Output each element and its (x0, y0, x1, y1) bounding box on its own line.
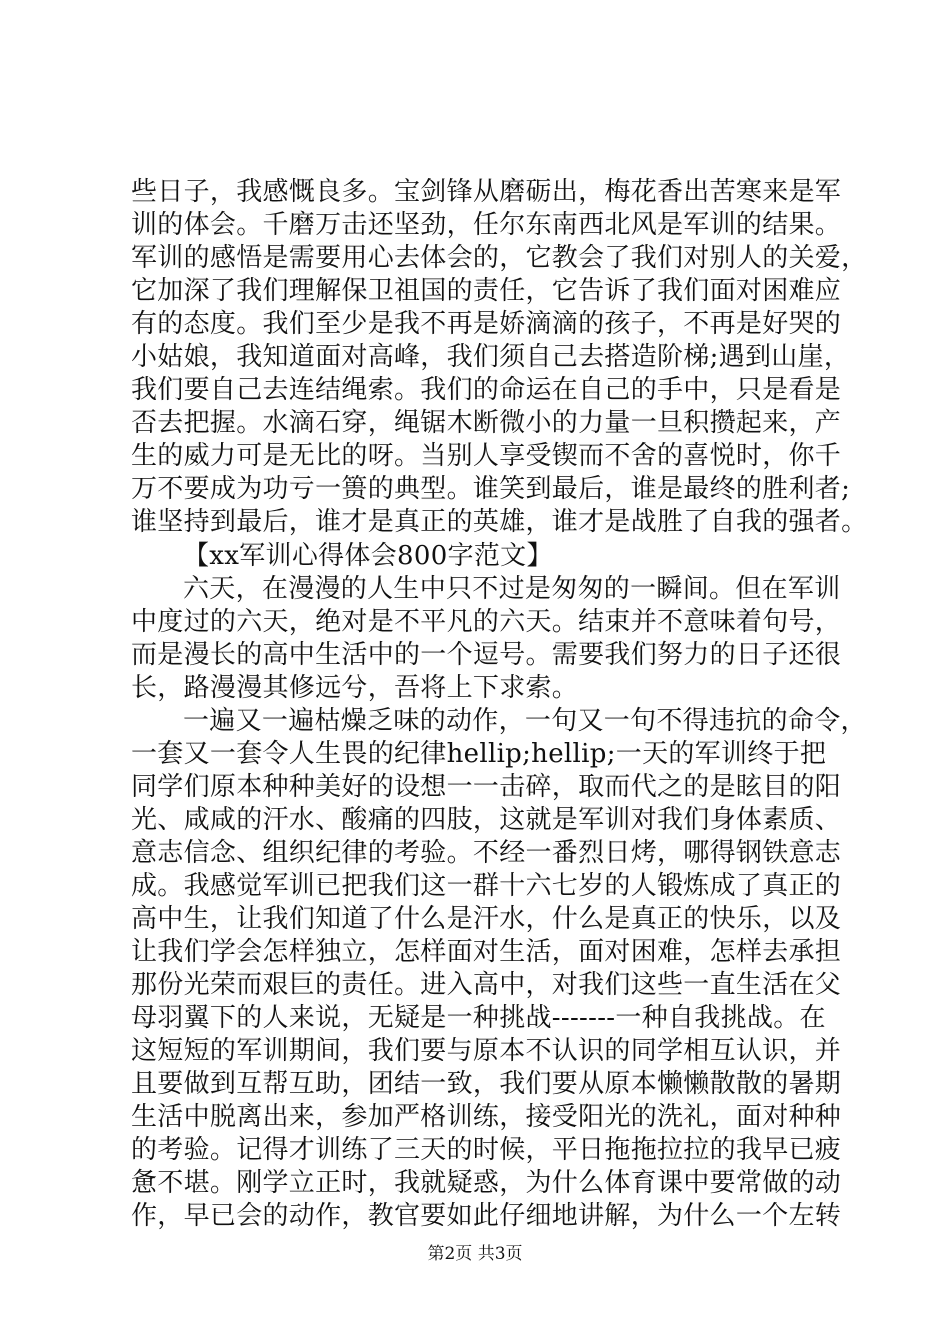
text-line: 光、咸咸的汗水、酸痛的四肢，这就是军训对我们身体素质、 (131, 805, 842, 835)
text-line: 些日子，我感慨良多。宝剑锋从磨砺出，梅花香出苦寒来是军 (131, 177, 842, 207)
text-line: 高中生，让我们知道了什么是汗水，什么是真正的快乐，以及 (131, 904, 842, 934)
text-line: 作，早已会的动作，教官要如此仔细地讲解，为什么一个左转 (131, 1201, 842, 1231)
text-line: 一遍又一遍枯燥乏味的动作，一句又一句不得违抗的命令， (183, 706, 867, 736)
text-line: 意志信念、组织纪律的考验。不经一番烈日烤，哪得钢铁意志 (131, 838, 842, 868)
text-line: 我们要自己去连结绳索。我们的命运在自己的手中，只是看是 (131, 375, 842, 405)
text-line: 它加深了我们理解保卫祖国的责任，它告诉了我们面对困难应 (131, 276, 842, 306)
text-line: 这短短的军训期间，我们要与原本不认识的同学相互认识，并 (131, 1036, 842, 1066)
text-line: 军训的感悟是需要用心去体会的，它教会了我们对别人的关爱， (131, 243, 868, 273)
text-line: 生的威力可是无比的呀。当别人享受锲而不舍的喜悦时，你千 (131, 441, 842, 471)
text-line: 的考验。记得才训练了三天的时候，平日拖拖拉拉的我早已疲 (131, 1135, 842, 1165)
text-line: 成。我感觉军训已把我们这一群十六七岁的人锻炼成了真正的 (131, 871, 842, 901)
text-line: 生活中脱离出来，参加严格训练，接受阳光的洗礼，面对种种 (131, 1102, 842, 1132)
text-line: 让我们学会怎样独立，怎样面对生活，面对困难，怎样去承担 (131, 937, 842, 967)
text-line: 有的态度。我们至少是我不再是娇滴滴的孩子，不再是好哭的 (131, 309, 842, 339)
text-line: 万不要成为功亏一篑的典型。谁笑到最后，谁是最终的胜利者; (131, 474, 851, 504)
text-line: 惫不堪。刚学立正时，我就疑惑，为什么体育课中要常做的动 (131, 1168, 842, 1198)
text-line: 六天，在漫漫的人生中只不过是匆匆的一瞬间。但在军训 (183, 574, 841, 604)
text-line: 同学们原本种种美好的设想一一击碎，取而代之的是眩目的阳 (131, 772, 842, 802)
article-section (131, 540, 867, 1233)
page-footer (0, 1243, 950, 1265)
paragraph-1 (131, 176, 868, 539)
page-number: 第2页 共3页 (427, 1244, 523, 1264)
text-line: 而是漫长的高中生活中的一个逗号。需要我们努力的日子还很 (131, 640, 842, 670)
text-line: 谁坚持到最后，谁才是真正的英雄，谁才是战胜了自我的强者。 (131, 507, 868, 537)
text-line: 母羽翼下的人来说，无疑是一种挑战-------一种自我挑战。在 (131, 1003, 826, 1033)
section-title: 【xx军训心得体会800字范文】 (183, 541, 553, 571)
text-line: 训的体会。千磨万击还坚劲，任尔东南西北风是军训的结果。 (131, 210, 842, 240)
text-line: 一套又一套令人生畏的纪律hellip;hellip;一天的军训终于把 (131, 739, 827, 769)
text-line: 长，路漫漫其修远兮，吾将上下求索。 (131, 673, 579, 703)
text-line: 中度过的六天，绝对是不平凡的六天。结束并不意味着句号， (131, 607, 842, 637)
text-line: 小姑娘，我知道面对高峰，我们须自己去搭造阶梯;遇到山崖， (131, 342, 851, 372)
text-line: 且要做到互帮互助，团结一致，我们要从原本懒懒散散的暑期 (131, 1069, 842, 1099)
text-line: 那份光荣而艰巨的责任。进入高中，对我们这些一直生活在父 (131, 970, 842, 1000)
text-line: 否去把握。水滴石穿，绳锯木断微小的力量一旦积攒起来，产 (131, 408, 842, 438)
